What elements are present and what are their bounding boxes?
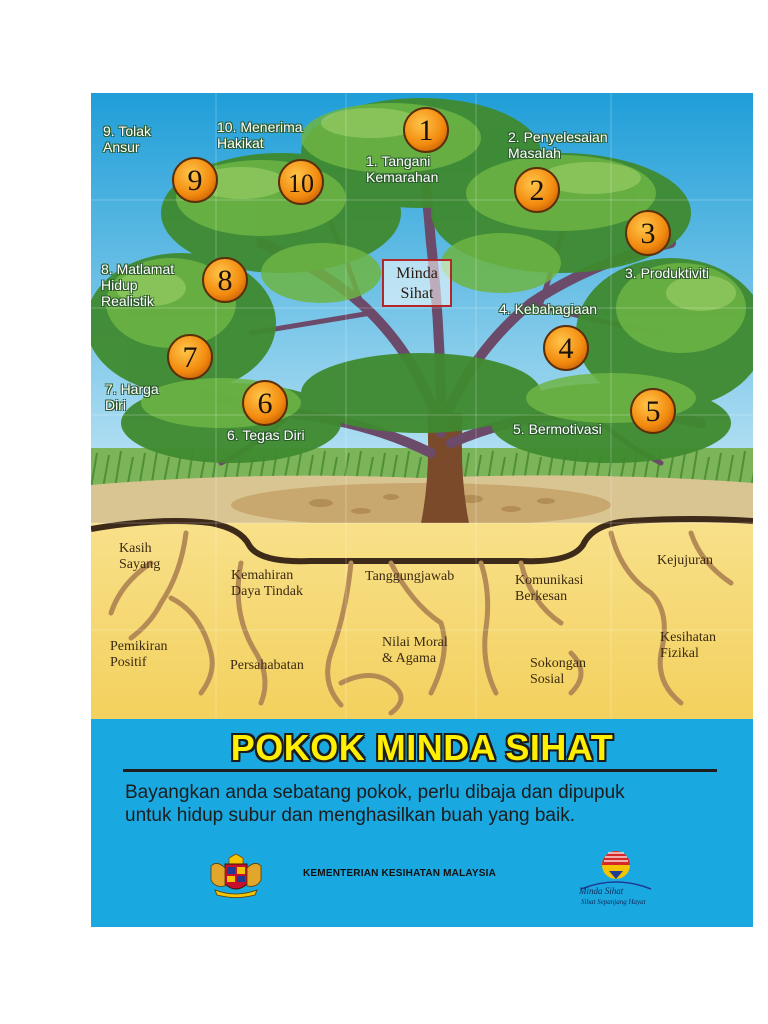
- root-label-10: Kesihatan Fizikal: [660, 630, 716, 661]
- root-label-1: Kasih Sayang: [119, 541, 161, 572]
- fruit-number-8: 8: [217, 264, 233, 297]
- fruit-number-7: 7: [182, 341, 198, 374]
- dirt-patch: [231, 483, 611, 527]
- fruit-number-3: 3: [640, 217, 656, 250]
- fruit-3: [626, 211, 670, 255]
- fruit-number-2: 2: [529, 174, 545, 207]
- fruit-2: [515, 168, 559, 212]
- fruit-8: [203, 258, 247, 302]
- root-label-5: Kejujuran: [657, 553, 713, 568]
- soil: [91, 523, 753, 719]
- fruit-number-10: 10: [288, 169, 314, 198]
- root-label-8: Nilai Moral & Agama: [382, 635, 448, 666]
- fruit-5: [631, 389, 675, 433]
- root-label-2: Kemahiran Daya Tindak: [231, 568, 303, 599]
- fruit-label-3: 3. Produktiviti: [625, 265, 710, 281]
- fruit-label-5: 5. Bermotivasi: [513, 421, 602, 437]
- fruit-label-10: 10. Menerima Hakikat: [217, 119, 303, 151]
- ministry-name: KEMENTERIAN KESIHATAN MALAYSIA: [303, 868, 497, 879]
- fruit-label-6: 6. Tegas Diri: [227, 427, 305, 443]
- fruit-label-4: 4. Kebahagiaan: [499, 301, 598, 317]
- fruit-label-1: 1. Tangani Kemarahan: [366, 153, 439, 185]
- fruit-number-1: 1: [418, 114, 434, 147]
- fruit-number-5: 5: [645, 395, 661, 428]
- fruit-label-2: 2. Penyelesaian Masalah: [508, 129, 608, 161]
- root-label-9: Sokongan Sosial: [530, 656, 586, 687]
- root-label-6: Pemikiran Positif: [110, 639, 168, 670]
- fruit-label-8: 8. Matlamat Hidup Realistik: [101, 261, 175, 309]
- logo-text-1: Minda Sihat: [579, 886, 624, 896]
- fruit-number-9: 9: [187, 164, 203, 197]
- fruit-number-4: 4: [558, 332, 574, 365]
- title-underline: [123, 769, 717, 772]
- fruit-7: [168, 335, 212, 379]
- root-label-7: Persahabatan: [230, 658, 304, 673]
- coat-of-arms-icon: [203, 850, 269, 900]
- fruit-10: [279, 160, 323, 204]
- root-label-4: Komunikasi Berkesan: [515, 573, 584, 604]
- poster-subtitle: Bayangkan anda sebatang pokok, perlu dibaja dan dipupuk untuk hidup subur dan menghasilkan buah yang baik.: [125, 782, 625, 826]
- root-label-3: Tanggungjawab: [365, 569, 455, 584]
- fruit-6: [243, 381, 287, 425]
- center-label-box: Minda Sihat: [382, 259, 452, 307]
- fruit-label-9: 9. Tolak Ansur: [103, 123, 151, 155]
- logo-text-2: Sihat Sepanjang Hayat: [581, 898, 646, 906]
- fruit-1: [404, 108, 448, 152]
- poster-title: POKOK MINDA SIHAT: [230, 727, 614, 768]
- fruit-4: [544, 326, 588, 370]
- poster: [91, 93, 753, 927]
- fruit-label-7: 7. Harga Diri: [105, 381, 159, 413]
- fruit-9: [173, 158, 217, 202]
- fruit-number-6: 6: [257, 387, 273, 420]
